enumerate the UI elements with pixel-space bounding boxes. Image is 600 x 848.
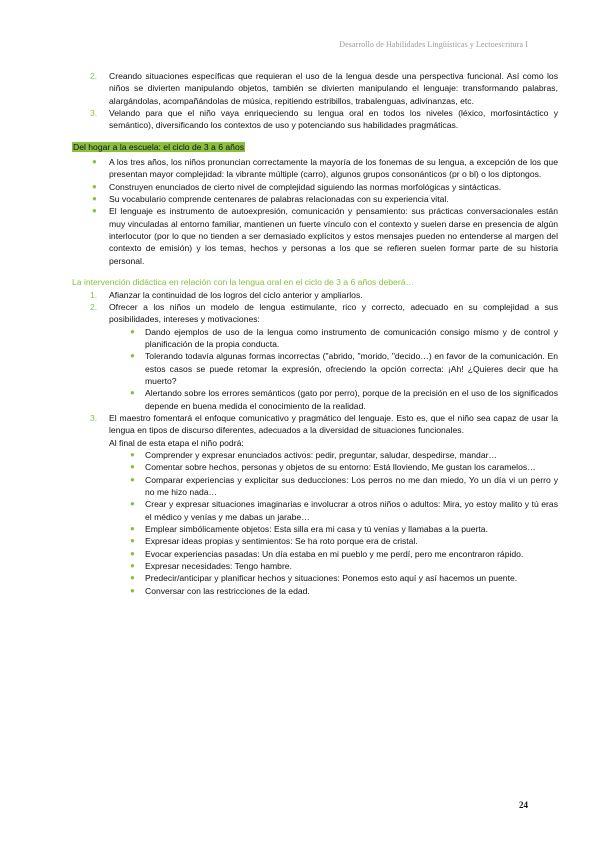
bullet-text: Evocar experiencias pasadas: Un día estaba en mi pueblo y me perdí, pero me encontraron rápido.	[145, 548, 524, 559]
bullet-icon: ●	[130, 536, 135, 546]
bullet-text: Conversar con las restricciones de la edad.	[145, 585, 310, 596]
running-header: Desarrollo de Habilidades Lingüísticas y Lectoescritura I	[339, 40, 528, 49]
list-lead-text: Al final de esta etapa el niño podrá:	[109, 437, 244, 448]
bullet-text: El lenguaje es instrumento de autoexpresión, comunicación y pensamiento: sus prácticas conversacionales están muy vinculadas al entorno familiar, mantienen un fuerte vínculo con el contexto y suelen darse en presencia de algún interlocutor (por lo que no tienden a ser demasiado explícitos y estos mensajes pueden no entenderse al margen del contexto de emisión) y los temas, hechos y personas a los que se refieren suelen formar parte de su historia personal.	[109, 206, 558, 266]
bullet-icon: ●	[130, 462, 135, 472]
bullet-text: Expresar necesidades: Tengo hambre.	[145, 561, 292, 572]
bullet-text: Construyen enunciados de cierto nivel de complejidad siguiendo las normas morfológicas y sintácticas.	[109, 181, 502, 192]
sub-bullet-item	[72, 498, 558, 523]
page-number: 24	[519, 800, 528, 810]
bullet-text: Comparar experiencias y explicitar sus deducciones: Los perros no me dan miedo, Yo un día vi un perro y no me hizo nada…	[145, 474, 558, 497]
sub-bullet-item	[72, 350, 558, 387]
bullet-text: Su vocabulario comprende centenares de palabras relacionadas con su experiencia vital.	[109, 194, 449, 205]
sub-bullet-item	[72, 474, 558, 499]
bullet-icon: ●	[130, 351, 135, 361]
sub-bullet-item	[72, 585, 558, 597]
bullet-text: Comprender y expresar enunciados activos: pedir, preguntar, saludar, despedirse, mandar…	[145, 449, 498, 460]
bullet-icon: ●	[130, 474, 135, 484]
sub-bullet-item	[72, 535, 558, 547]
bullet-text: Predecir/anticipar y planificar hechos y situaciones: Ponemos esto aquí y así hacemos un puente.	[145, 573, 518, 584]
list-item	[72, 70, 558, 107]
bullet-item	[72, 193, 558, 205]
list-text: Velando para que el niño vaya enriqueciendo su lengua oral en todos los niveles (léxico, morfosintáctico y semántico), diversificando los contextos de uso y potenciando sus habilidades pragmáticas.	[109, 108, 558, 131]
section-heading-highlighted	[72, 141, 558, 153]
bullet-text: Crear y expresar situaciones imaginarias e involucrar a otros niños o adultos: Mira, yo estoy malito y tú eras el médico y venías y me dabas un jarabe…	[145, 499, 558, 522]
list-number: 1.	[90, 289, 98, 300]
sub-bullet-item	[72, 523, 558, 535]
list-text: Afianzar la continuidad de los logros del ciclo anterior y ampliarlos.	[109, 289, 363, 300]
sub-bullet-item	[72, 572, 558, 584]
bullet-text: Dando ejemplos de uso de la lengua como instrumento de comunicación consigo mismo y de control y planificación de la propia conducta.	[145, 326, 558, 349]
list-item	[72, 289, 558, 301]
bullet-item	[72, 205, 558, 267]
bullet-icon: ●	[130, 573, 135, 583]
bullet-text: Comentar sobre hechos, personas y objetos de su entorno: Está lloviendo, Me gustan los caramelos…	[145, 462, 536, 473]
sub-bullet-item	[72, 387, 558, 412]
bullet-icon: ●	[92, 206, 97, 216]
bullet-icon: ●	[130, 449, 135, 459]
bullet-icon: ●	[92, 157, 97, 167]
sub-bullet-item	[72, 461, 558, 473]
bullet-icon: ●	[130, 585, 135, 595]
bullet-text: Alertando sobre los errores semánticos (gato por perro), porque de la precisión en el uso de los significados depende en buena medida el conocimiento de la realidad.	[145, 388, 558, 411]
sub-bullet-item	[72, 449, 558, 461]
section-heading-green: La intervención didáctica en relación con la lengua oral en el ciclo de 3 a 6 años deberá…	[72, 277, 415, 288]
list-number: 3.	[90, 108, 98, 119]
bullet-text: Tolerando todavía algunas formas incorrectas ("abrido, "morido, "decido…) en favor de la comunicación. En estos casos se puede retomar la expresión, ofreciendo la opción correcta: ¡Ah! ¿Quieres decir que ha muerto?	[145, 351, 558, 386]
list-number: 2.	[90, 71, 98, 81]
list-text: El maestro fomentará el enfoque comunicativo y pragmático del lenguaje. Esto es, que el niño sea capaz de usar la lengua en tipos de discurso diferentes, adecuados a la diversidad de situaciones funcionales.	[109, 412, 558, 436]
bullet-icon: ●	[130, 499, 135, 509]
list-item	[72, 301, 558, 326]
bullet-icon: ●	[130, 388, 135, 398]
sub-bullet-item	[72, 560, 558, 572]
bullet-icon: ●	[130, 524, 135, 534]
bullet-item	[72, 156, 558, 181]
bullet-icon: ●	[92, 181, 97, 191]
sub-bullet-item	[72, 326, 558, 351]
sub-bullet-item	[72, 548, 558, 560]
bullet-item	[72, 181, 558, 193]
list-item	[72, 107, 558, 132]
heading-text: Del hogar a la escuela: el ciclo de 3 a 6 años	[73, 141, 245, 152]
bullet-text: A los tres años, los niños pronuncian correctamente la mayoría de los fonemas de su lengua, a excepción de los que presentan mayor complejidad: la vibrante múltiple (carro), algunos grupos consonánticos (pr o bl) o los diptongos.	[109, 157, 558, 180]
page-body	[72, 70, 558, 597]
bullet-text: Expresar ideas propias y sentimientos: Se ha roto porque era de cristal.	[145, 536, 418, 547]
bullet-icon: ●	[130, 548, 135, 558]
bullet-text: Emplear simbólicamente objetos: Esta silla era mi casa y tú venías y llamabas a la puerta.	[145, 524, 488, 535]
list-item	[72, 412, 558, 437]
list-number: 3.	[90, 412, 98, 423]
bullet-icon: ●	[130, 326, 135, 336]
bullet-icon: ●	[130, 561, 135, 571]
list-number: 2.	[90, 301, 98, 312]
bullet-icon: ●	[92, 194, 97, 204]
list-text: Creando situaciones específicas que requieran el uso de la lengua desde una perspectiva funcional. Así como los niños se divierten manipulando objetos, también se divierten manipulando el lenguaje: transformando palabras, alargándolas, acompañándolas de música, repitiendo estribillos, trabalenguas, adivinanzas, etc.	[109, 71, 558, 106]
list-text: Ofrecer a los niños un modelo de lengua estimulante, rico y correcto, adecuado en su complejidad a sus posibilidades, intereses y motivaciones:	[109, 301, 558, 325]
